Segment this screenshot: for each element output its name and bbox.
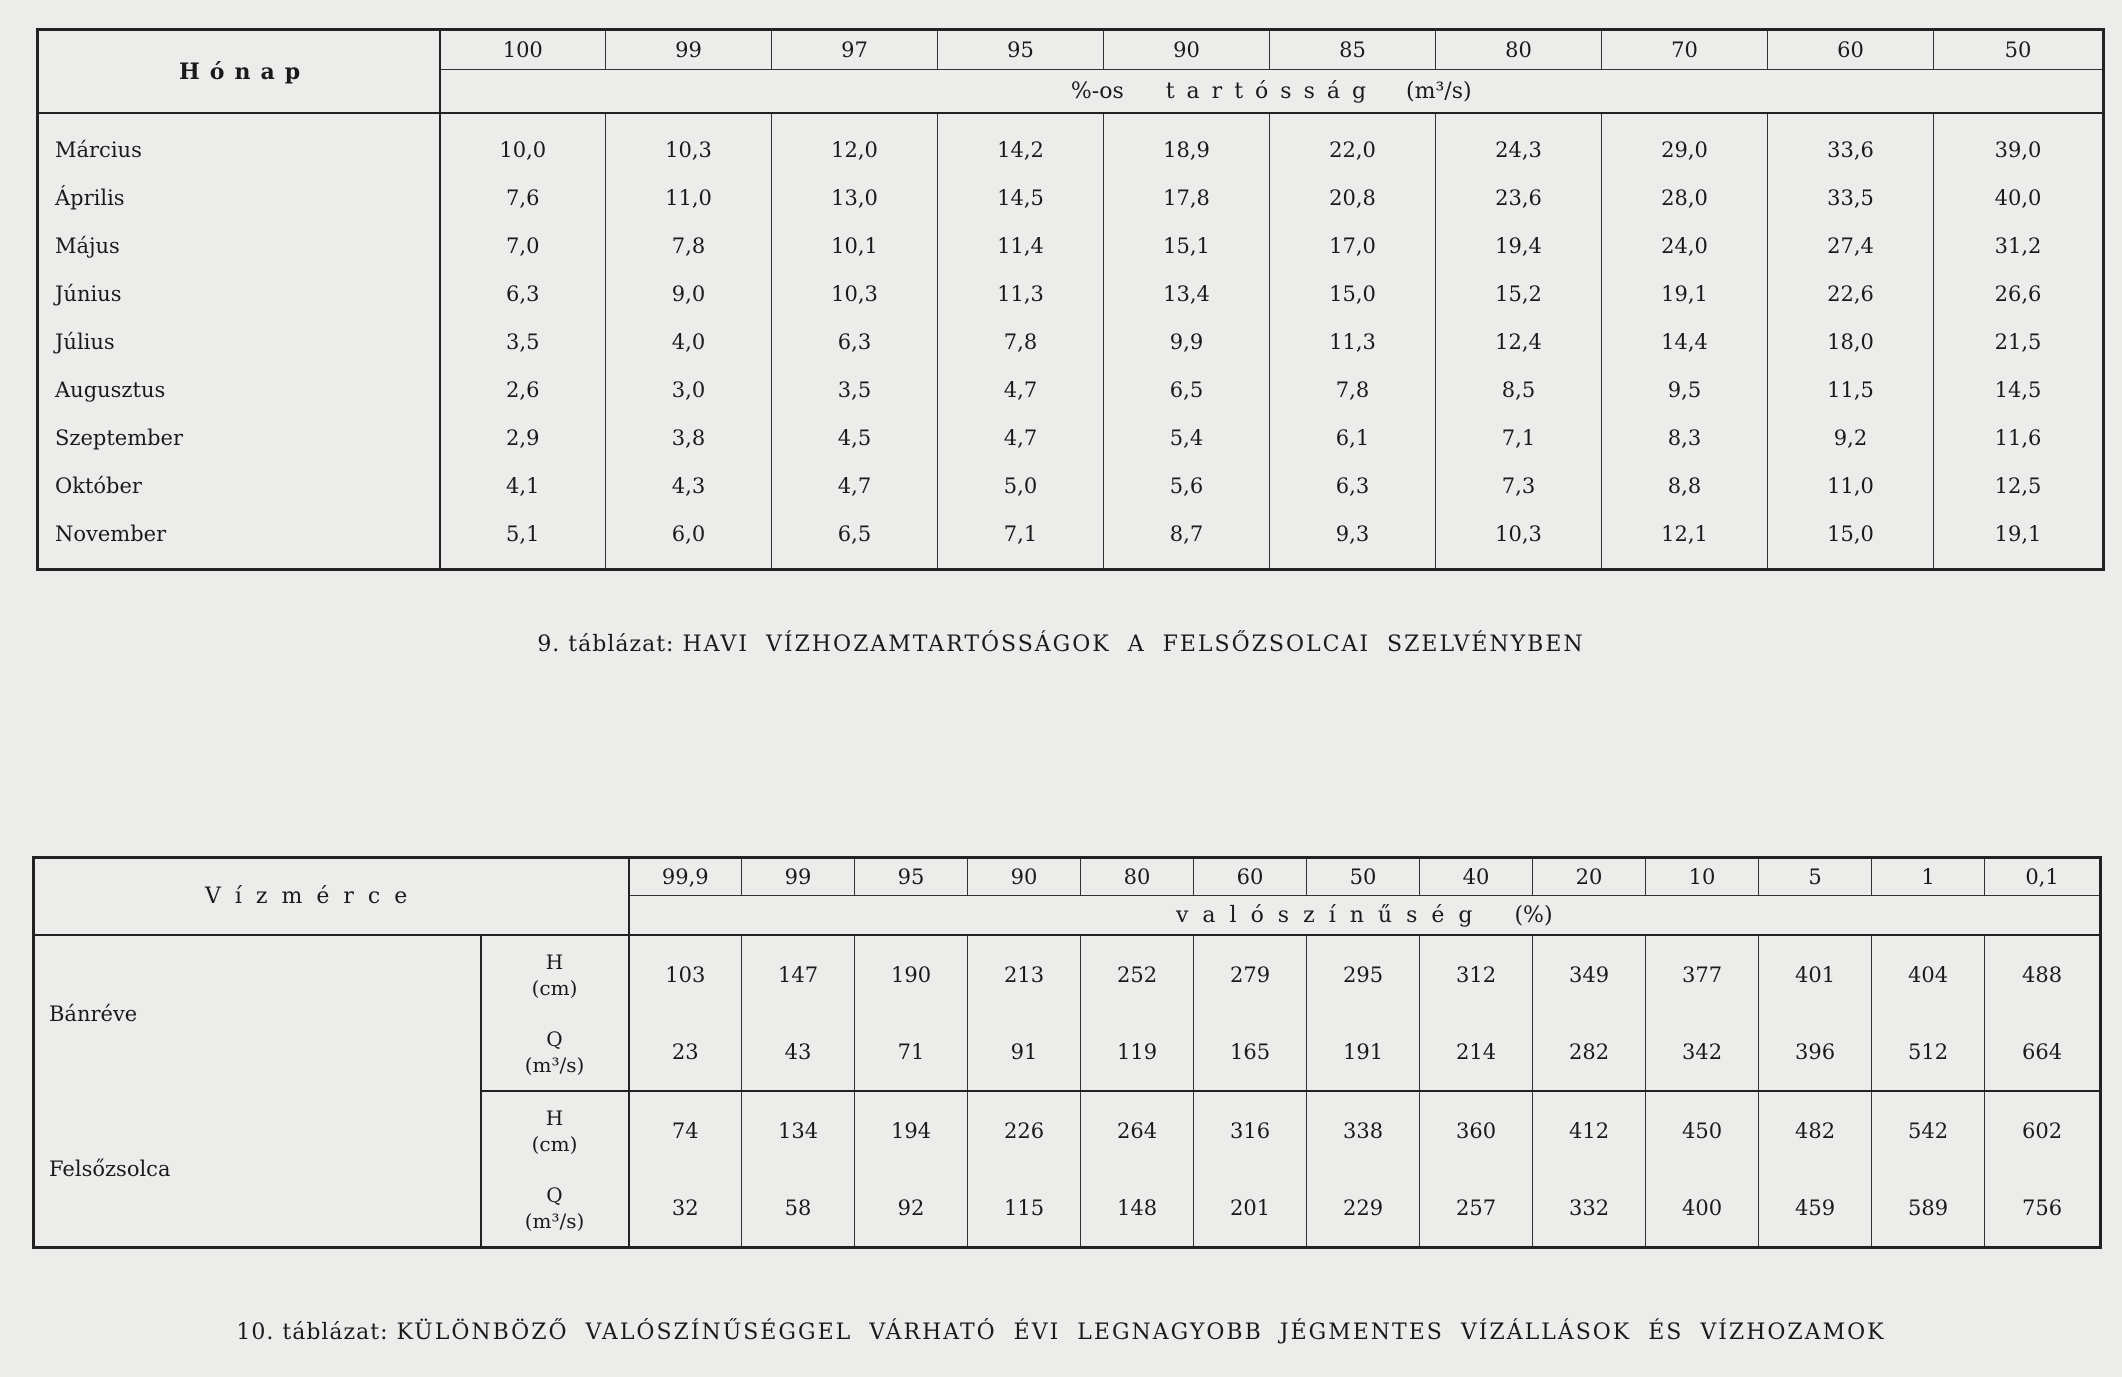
water-level-cell: 103	[629, 935, 742, 1013]
table-row	[38, 366, 2104, 414]
month-name: November	[38, 510, 440, 570]
quantity-symbol: Q	[546, 1026, 563, 1051]
discharge-cell: 282	[1533, 1013, 1646, 1091]
unit-word: tartósság	[1165, 78, 1379, 104]
duration-value-cell: 7,1	[1436, 414, 1602, 462]
duration-value-cell: 6,5	[1104, 366, 1270, 414]
duration-value-cell: 10,3	[772, 270, 938, 318]
caption-number: 9. táblázat:	[537, 632, 675, 657]
duration-value-cell: 2,9	[440, 414, 606, 462]
discharge-cell: 342	[1646, 1013, 1759, 1091]
percent-column-header: 70	[1602, 30, 1768, 70]
probability-column-header: 5	[1759, 858, 1872, 896]
probability-column-header: 20	[1533, 858, 1646, 896]
duration-value-cell: 3,0	[606, 366, 772, 414]
duration-value-cell: 7,6	[440, 174, 606, 222]
duration-value-cell: 9,5	[1602, 366, 1768, 414]
duration-value-cell: 12,1	[1602, 510, 1768, 570]
duration-value-cell: 22,6	[1768, 270, 1934, 318]
probability-column-header: 40	[1420, 858, 1533, 896]
water-level-cell: 338	[1307, 1091, 1420, 1169]
duration-value-cell: 6,3	[440, 270, 606, 318]
duration-value-cell: 17,0	[1270, 222, 1436, 270]
duration-value-cell: 22,0	[1270, 113, 1436, 174]
water-level-cell: 401	[1759, 935, 1872, 1013]
quantity-symbol: Q	[546, 1182, 563, 1207]
percent-column-header: 100	[440, 30, 606, 70]
water-level-cell: 264	[1081, 1091, 1194, 1169]
station-name: Felsőzsolca	[34, 1091, 481, 1248]
duration-value-cell: 7,8	[938, 318, 1104, 366]
water-level-cell: 349	[1533, 935, 1646, 1013]
duration-value-cell: 4,7	[938, 414, 1104, 462]
table-row	[34, 1091, 2101, 1169]
duration-value-cell: 11,3	[1270, 318, 1436, 366]
water-level-cell: 488	[2021, 962, 2063, 987]
water-level-cell: 360	[1420, 1091, 1533, 1169]
water-level-cell: 542	[1872, 1091, 1985, 1169]
water-level-cell: 190	[855, 935, 968, 1013]
duration-value-cell: 15,1	[1104, 222, 1270, 270]
table-row	[38, 174, 2104, 222]
duration-value-cell: 4,0	[606, 318, 772, 366]
duration-value-cell: 4,1	[440, 462, 606, 510]
discharge-cell: 148	[1081, 1169, 1194, 1248]
discharge-cell: 396	[1759, 1013, 1872, 1091]
duration-value-cell: 10,0	[440, 113, 606, 174]
caption-number: 10. táblázat:	[236, 1320, 389, 1345]
duration-value-cell: 10,1	[772, 222, 938, 270]
duration-value-cell: 40,0	[1994, 186, 2042, 210]
month-name: Szeptember	[38, 414, 440, 462]
duration-value-cell: 18,0	[1768, 318, 1934, 366]
duration-value-cell: 11,6	[1994, 426, 2042, 450]
duration-value-cell: 9,3	[1270, 510, 1436, 570]
duration-value-cell: 33,5	[1768, 174, 1934, 222]
duration-value-cell: 11,3	[938, 270, 1104, 318]
duration-value-cell: 20,8	[1270, 174, 1436, 222]
duration-value-cell: 29,0	[1602, 113, 1768, 174]
caption-title: KÜLÖNBÖZŐ VALÓSZÍNŰSÉGGEL VÁRHATÓ ÉVI LEGNAGYOBB JÉGMENTES VÍZÁLLÁSOK ÉS VÍZHOZAMOK	[396, 1320, 1886, 1345]
duration-value-cell: 26,6	[1994, 282, 2042, 306]
percent-column-header: 97	[772, 30, 938, 70]
duration-value-cell: 9,0	[606, 270, 772, 318]
quantity-unit: (m³/s)	[524, 1208, 585, 1233]
duration-value-cell: 7,1	[938, 510, 1104, 570]
duration-value-cell: 21,5	[1994, 330, 2042, 354]
duration-value-cell: 15,2	[1436, 270, 1602, 318]
duration-value-cell: 6,5	[772, 510, 938, 570]
duration-value-cell: 11,0	[1768, 462, 1934, 510]
duration-value-cell: 33,6	[1768, 113, 1934, 174]
month-name: Április	[38, 174, 440, 222]
duration-value-cell: 14,5	[1994, 378, 2042, 402]
water-level-cell: 295	[1307, 935, 1420, 1013]
discharge-cell: 229	[1307, 1169, 1420, 1248]
probability-column-header: 99	[742, 858, 855, 896]
duration-value-cell: 7,8	[1270, 366, 1436, 414]
duration-unit-label	[440, 70, 2104, 114]
probability-header-row	[34, 858, 2101, 896]
discharge-cell: 589	[1872, 1169, 1985, 1248]
probability-column-header: 60	[1194, 858, 1307, 896]
water-level-cell: 377	[1646, 935, 1759, 1013]
table-row	[38, 414, 2104, 462]
duration-value-cell: 6,3	[772, 318, 938, 366]
gauge-column-header: Vízmérce	[34, 858, 629, 936]
probability-unit-label	[629, 896, 2101, 936]
duration-value-cell: 10,3	[1436, 510, 1602, 570]
duration-value-cell: 17,8	[1104, 174, 1270, 222]
water-level-cell: 147	[742, 935, 855, 1013]
duration-value-cell: 15,0	[1768, 510, 1934, 570]
table-row	[38, 222, 2104, 270]
duration-value-cell: 19,4	[1436, 222, 1602, 270]
duration-value-cell: 5,0	[938, 462, 1104, 510]
discharge-cell: 92	[855, 1169, 968, 1248]
discharge-cell: 664	[1985, 1013, 2101, 1091]
probability-column-header: 90	[968, 858, 1081, 896]
water-level-cell: 74	[629, 1091, 742, 1169]
month-name: Március	[38, 113, 440, 174]
water-level-cell: 450	[1646, 1091, 1759, 1169]
probability-column-header: 10	[1646, 858, 1759, 896]
probability-column-header: 99,9	[629, 858, 742, 896]
discharge-cell: 43	[742, 1013, 855, 1091]
duration-value-cell: 8,3	[1602, 414, 1768, 462]
water-level-cell: 602	[2021, 1118, 2063, 1143]
duration-value-cell: 6,3	[1270, 462, 1436, 510]
duration-value-cell: 7,8	[606, 222, 772, 270]
unit-word: valószínűség	[1175, 902, 1487, 928]
discharge-cell: 23	[629, 1013, 742, 1091]
discharge-cell: 165	[1194, 1013, 1307, 1091]
month-name: Július	[38, 318, 440, 366]
duration-value-cell: 8,5	[1436, 366, 1602, 414]
duration-value-cell: 14,2	[938, 113, 1104, 174]
probability-column-header: 50	[1307, 858, 1420, 896]
table-row	[38, 510, 2104, 570]
duration-value-cell: 6,0	[606, 510, 772, 570]
duration-value-cell: 9,2	[1768, 414, 1934, 462]
duration-value-cell: 6,1	[1270, 414, 1436, 462]
discharge-cell: 58	[742, 1169, 855, 1248]
duration-value-cell: 3,5	[772, 366, 938, 414]
duration-value-cell: 11,0	[606, 174, 772, 222]
duration-value-cell: 4,7	[772, 462, 938, 510]
duration-value-cell: 7,0	[440, 222, 606, 270]
duration-value-cell: 23,6	[1436, 174, 1602, 222]
duration-value-cell: 12,5	[1994, 474, 2042, 498]
table-row	[38, 113, 2104, 174]
water-level-cell: 404	[1872, 935, 1985, 1013]
unit-prefix: %-os	[1070, 78, 1124, 104]
duration-value-cell: 39,0	[1994, 138, 2042, 162]
discharge-cell: 191	[1307, 1013, 1420, 1091]
discharge-cell: 257	[1420, 1169, 1533, 1248]
duration-value-cell: 5,6	[1104, 462, 1270, 510]
percent-column-header: 99	[606, 30, 772, 70]
discharge-label	[481, 1013, 629, 1091]
water-level-cell: 226	[968, 1091, 1081, 1169]
caption-title: HAVI VÍZHOZAMTARTÓSSÁGOK A FELSŐZSOLCAI SZELVÉNYBEN	[682, 632, 1585, 657]
duration-value-cell: 10,3	[606, 113, 772, 174]
discharge-cell: 332	[1533, 1169, 1646, 1248]
water-level-cell: 213	[968, 935, 1081, 1013]
percent-column-header: 80	[1436, 30, 1602, 70]
percent-column-header: 50	[1934, 30, 2104, 70]
water-level-cell: 194	[855, 1091, 968, 1169]
duration-value-cell: 13,0	[772, 174, 938, 222]
table10-caption	[0, 1320, 2122, 1345]
percent-column-header: 90	[1104, 30, 1270, 70]
water-level-cell: 279	[1194, 935, 1307, 1013]
duration-value-cell: 8,8	[1602, 462, 1768, 510]
probability-column-header: 0,1	[1985, 858, 2101, 896]
duration-value-cell: 13,4	[1104, 270, 1270, 318]
discharge-cell: 400	[1646, 1169, 1759, 1248]
table-row	[38, 270, 2104, 318]
discharge-cell: 119	[1081, 1013, 1194, 1091]
duration-value-cell: 12,0	[772, 113, 938, 174]
duration-value-cell: 14,5	[938, 174, 1104, 222]
quantity-unit: (m³/s)	[524, 1052, 585, 1077]
probability-column-header: 95	[855, 858, 968, 896]
month-name: Október	[38, 462, 440, 510]
table-row	[38, 462, 2104, 510]
water-level-cell: 252	[1081, 935, 1194, 1013]
probability-body	[34, 935, 2101, 1248]
duration-value-cell: 11,4	[938, 222, 1104, 270]
unit-suffix: (m³/s)	[1406, 78, 1472, 104]
duration-value-cell: 11,5	[1768, 366, 1934, 414]
duration-value-cell: 2,6	[440, 366, 606, 414]
month-name: Június	[38, 270, 440, 318]
duration-value-cell: 27,4	[1768, 222, 1934, 270]
discharge-cell: 91	[968, 1013, 1081, 1091]
discharge-cell: 756	[2021, 1195, 2063, 1220]
quantity-unit: (cm)	[531, 975, 578, 1000]
month-column-header: Hónap	[38, 30, 440, 114]
duration-value-cell: 14,4	[1602, 318, 1768, 366]
duration-value-cell: 19,1	[1994, 522, 2042, 546]
discharge-cell: 115	[968, 1169, 1081, 1248]
percent-column-header: 85	[1270, 30, 1436, 70]
percent-header-row	[38, 30, 2104, 70]
duration-value-cell: 7,3	[1436, 462, 1602, 510]
discharge-cell: 32	[629, 1169, 742, 1248]
duration-value-cell: 28,0	[1602, 174, 1768, 222]
duration-value-cell: 4,5	[772, 414, 938, 462]
water-level-cell: 312	[1420, 935, 1533, 1013]
water-level-label	[481, 1091, 629, 1169]
table-row	[34, 935, 2101, 1013]
monthly-duration-table	[36, 28, 2105, 571]
duration-value-cell: 8,7	[1104, 510, 1270, 570]
percent-column-header: 95	[938, 30, 1104, 70]
duration-value-cell: 24,3	[1436, 113, 1602, 174]
duration-value-cell: 9,9	[1104, 318, 1270, 366]
water-level-cell: 482	[1759, 1091, 1872, 1169]
quantity-symbol: H	[545, 949, 564, 974]
probability-table	[32, 856, 2102, 1249]
discharge-label	[481, 1169, 629, 1248]
water-level-cell: 316	[1194, 1091, 1307, 1169]
duration-value-cell: 19,1	[1602, 270, 1768, 318]
discharge-cell: 512	[1872, 1013, 1985, 1091]
water-level-cell: 134	[742, 1091, 855, 1169]
duration-value-cell: 3,5	[440, 318, 606, 366]
table-row	[38, 318, 2104, 366]
duration-value-cell: 4,7	[938, 366, 1104, 414]
duration-value-cell: 3,8	[606, 414, 772, 462]
percent-column-header: 60	[1768, 30, 1934, 70]
station-name: Bánréve	[34, 935, 481, 1091]
unit-suffix: (%)	[1514, 902, 1553, 928]
duration-value-cell: 31,2	[1994, 234, 2042, 258]
quantity-unit: (cm)	[531, 1131, 578, 1156]
quantity-symbol: H	[545, 1105, 564, 1130]
probability-column-header: 1	[1872, 858, 1985, 896]
discharge-cell: 459	[1759, 1169, 1872, 1248]
discharge-cell: 71	[855, 1013, 968, 1091]
duration-value-cell: 4,3	[606, 462, 772, 510]
duration-value-cell: 24,0	[1602, 222, 1768, 270]
month-name: Május	[38, 222, 440, 270]
discharge-cell: 214	[1420, 1013, 1533, 1091]
monthly-duration-body	[38, 113, 2104, 570]
month-name: Augusztus	[38, 366, 440, 414]
duration-value-cell: 15,0	[1270, 270, 1436, 318]
duration-value-cell: 5,4	[1104, 414, 1270, 462]
duration-value-cell: 5,1	[440, 510, 606, 570]
duration-value-cell: 18,9	[1104, 113, 1270, 174]
discharge-cell: 201	[1194, 1169, 1307, 1248]
table9-caption	[0, 632, 2122, 657]
water-level-cell: 412	[1533, 1091, 1646, 1169]
duration-value-cell: 12,4	[1436, 318, 1602, 366]
water-level-label	[481, 935, 629, 1013]
probability-column-header: 80	[1081, 858, 1194, 896]
